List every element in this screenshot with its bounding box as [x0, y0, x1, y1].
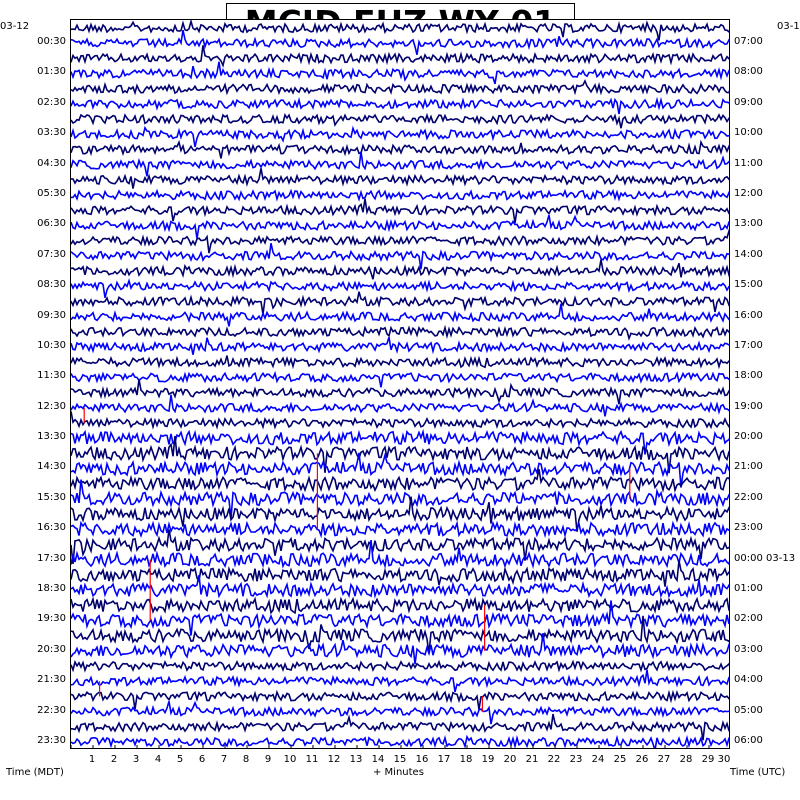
left-time-label: 04:30: [37, 157, 66, 169]
trace-row-16: [71, 243, 730, 269]
x-tick-label: 15: [393, 754, 407, 765]
right-time-label: 00:00 03-13: [734, 552, 796, 564]
right-time-label: 20:00: [734, 431, 763, 443]
x-tick-label: 12: [327, 754, 341, 765]
trace-row-21: [71, 328, 730, 339]
trace-row-28: [71, 432, 730, 455]
left-time-label: 05:30: [37, 187, 66, 199]
left-time-label: 13:30: [37, 431, 66, 443]
trace-row-14: [71, 215, 730, 238]
start-date-left: 03-12: [0, 21, 30, 32]
x-tick-label: 20: [503, 754, 517, 765]
trace-row-11: [71, 168, 730, 188]
left-time-label: 11:30: [37, 370, 66, 382]
left-time-label: 18:30: [37, 583, 66, 595]
trace-row-2: [71, 30, 730, 55]
right-time-label: 08:00: [734, 66, 763, 78]
helicorder-plot: [70, 19, 730, 749]
left-time-label: 02:30: [37, 96, 66, 108]
trace-row-27: [71, 411, 730, 427]
x-tick-label: 14: [371, 754, 385, 765]
left-time-label: 09:30: [37, 309, 66, 321]
x-tick-label: 7: [220, 754, 228, 765]
x-axis-title-right: Time (UTC): [730, 767, 786, 778]
trace-row-19: [71, 292, 730, 315]
left-time-label: 21:30: [37, 674, 66, 686]
left-time-label: 15:30: [37, 491, 66, 503]
x-tick-label: 8: [242, 754, 250, 765]
left-time-label: 23:30: [37, 735, 66, 746]
right-time-label: 22:00: [734, 491, 763, 503]
trace-row-46: [71, 701, 730, 724]
right-time-label: 21:00: [734, 461, 763, 473]
trace-row-12: [71, 191, 730, 199]
x-tick-label: 1: [88, 754, 96, 765]
x-tick-label: 6: [198, 754, 206, 765]
x-tick-label: 23: [569, 754, 583, 765]
right-time-label: 03:00: [734, 643, 763, 655]
left-time-label: 10:30: [37, 339, 66, 351]
right-time-label: 12:00: [734, 187, 763, 199]
x-tick-label: 25: [613, 754, 627, 765]
trace-row-7: [71, 115, 730, 128]
x-tick-label: 24: [591, 754, 605, 765]
x-tick-label: 11: [305, 754, 319, 765]
trace-row-26: [71, 395, 730, 417]
trace-row-22: [71, 337, 730, 355]
x-axis-title-left: Time (MDT): [6, 767, 64, 778]
right-time-label: 01:00: [734, 583, 763, 595]
start-date-right: 03-1: [777, 21, 800, 32]
left-time-label: 07:30: [37, 248, 66, 260]
right-time-label: 07:00: [734, 36, 763, 47]
left-time-label: 01:30: [37, 66, 66, 78]
trace-row-13: [71, 199, 730, 223]
x-tick-label: 27: [657, 754, 671, 765]
x-tick-label: 13: [349, 754, 363, 765]
x-tick-label: 26: [635, 754, 649, 765]
trace-row-4: [71, 62, 730, 84]
right-time-label: 16:00: [734, 309, 763, 321]
x-tick-label: 2: [110, 754, 118, 765]
left-time-label: 19:30: [37, 613, 66, 625]
right-time-label: 05:00: [734, 704, 763, 716]
x-tick-label: 29: [701, 754, 715, 765]
trace-row-43: [71, 662, 730, 670]
x-tick-label: 9: [264, 754, 272, 765]
left-time-label: 16:30: [37, 522, 66, 534]
trace-row-3: [71, 45, 730, 65]
right-time-label: 23:00: [734, 522, 763, 534]
trace-row-47: [71, 714, 730, 740]
x-tick-label: 30: [717, 754, 731, 765]
left-time-label: 20:30: [37, 643, 66, 655]
trace-row-8: [71, 128, 730, 147]
left-time-label: 12:30: [37, 400, 66, 412]
x-tick-label: 5: [176, 754, 184, 765]
left-time-label: 14:30: [37, 461, 66, 473]
right-time-label: 11:00: [734, 157, 763, 169]
trace-row-23: [71, 356, 730, 368]
trace-row-6: [71, 100, 730, 114]
right-time-label: 10:00: [734, 127, 763, 139]
x-tick-label: 3: [132, 754, 140, 765]
right-time-label: 15:00: [734, 279, 763, 291]
left-time-label: 03:30: [37, 127, 66, 139]
right-time-label: 04:00: [734, 674, 763, 686]
left-time-label: 08:30: [37, 279, 66, 291]
trace-row-39: [71, 599, 730, 613]
trace-row-5: [71, 81, 730, 93]
trace-row-17: [71, 260, 730, 280]
right-time-label: 06:00: [734, 735, 763, 746]
right-time-label: 13:00: [734, 218, 763, 230]
trace-row-20: [71, 304, 730, 327]
left-time-label: 22:30: [37, 704, 66, 716]
trace-row-18: [71, 281, 730, 298]
x-tick-label: 21: [525, 754, 539, 765]
x-tick-label: 28: [679, 754, 693, 765]
trace-row-15: [71, 231, 730, 253]
x-tick-label: 10: [283, 754, 297, 765]
x-tick-label: 18: [459, 754, 473, 765]
right-time-label: 19:00: [734, 400, 763, 412]
trace-row-31: [71, 469, 730, 490]
x-tick-label: 22: [547, 754, 561, 765]
left-time-label: 06:30: [37, 218, 66, 230]
trace-row-24: [71, 373, 730, 387]
right-time-label: 14:00: [734, 248, 763, 260]
helicorder-traces: [71, 20, 730, 749]
trace-row-9: [71, 142, 730, 158]
x-tick-label: 17: [437, 754, 451, 765]
trace-row-10: [71, 152, 730, 177]
right-time-label: 02:00: [734, 613, 763, 625]
x-axis-title-center: + Minutes: [373, 767, 424, 778]
x-tick-label: 19: [481, 754, 495, 765]
trace-row-44: [71, 670, 730, 692]
right-time-label: 09:00: [734, 96, 763, 108]
left-time-label: 17:30: [37, 552, 66, 564]
x-tick-label: 4: [154, 754, 162, 765]
trace-row-1: [71, 21, 730, 40]
x-tick-label: 16: [415, 754, 429, 765]
left-time-label: 00:30: [37, 36, 66, 47]
right-time-label: 17:00: [734, 339, 763, 351]
right-time-label: 18:00: [734, 370, 763, 382]
